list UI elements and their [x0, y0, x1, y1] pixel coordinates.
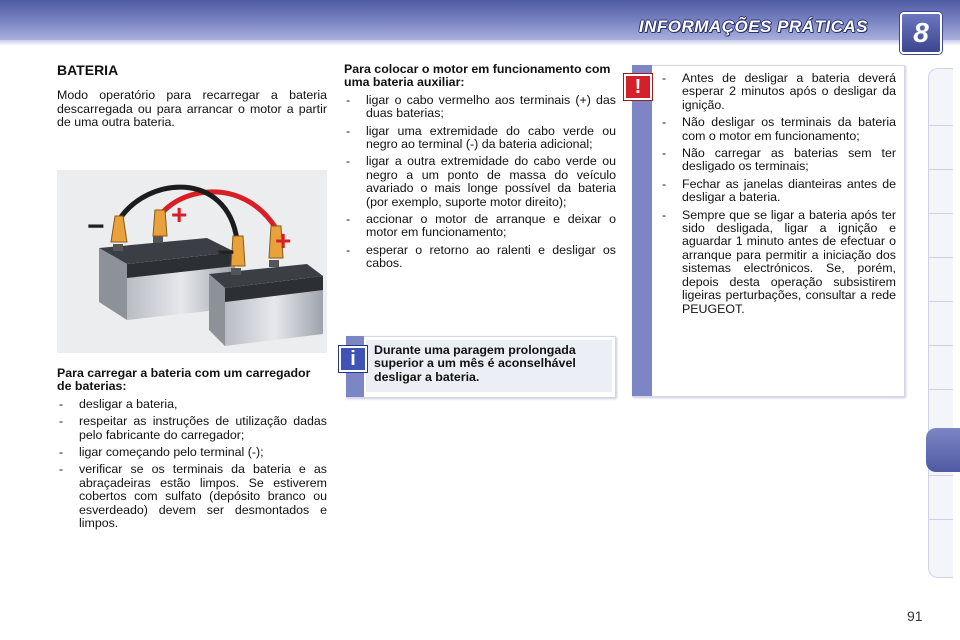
header-fade [0, 40, 960, 46]
battery-illustration-svg [57, 170, 327, 353]
tab-divider [929, 519, 953, 520]
tab-divider [929, 213, 953, 214]
tab-divider [929, 125, 953, 126]
terminal-negative-right [231, 268, 241, 275]
section-intro: Modo operatório para recarregar a bateria descarregada ou para arrancar o motor a partir de uma outra bateria. [57, 88, 327, 130]
list-item: - Não desligar os terminais da bateria com o motor em funcionamento; [662, 115, 896, 143]
terminal-positive-left [153, 236, 163, 243]
warning-list [660, 72, 896, 316]
tab-divider [929, 475, 953, 476]
battery-right [209, 260, 323, 346]
list-item: - Sempre que se ligar a bateria após ter sido desligada, ligar a ignição e aguardar 1 minuto antes de efectuar o arranque para permitir a iniciação dos sistemas electrónicos. Se, porém, depois desta operação subsistirem ligeiras perturbações, consultar a rede PEUGEOT. [662, 207, 896, 316]
list-item: - desligar a bateria, [59, 396, 178, 411]
list-item: - ligar uma extremidade do cabo verde ou negro ao terminal (-) da bateria adicional; [346, 123, 616, 152]
warning-box-bar [632, 65, 652, 396]
tab-divider [929, 257, 953, 258]
list-item: - Antes de desligar a bateria deverá esperar 2 minutos após o desligar da ignição. [662, 71, 896, 112]
aux-heading: Para colocar o motor em funcionamento com uma bateria auxiliar: [344, 62, 611, 90]
warning-icon: ! [624, 74, 652, 100]
aux-battery-instructions [344, 63, 616, 275]
charger-heading: Para carregar a bateria com um carregador de baterias: [57, 366, 311, 394]
charger-step-list [57, 398, 327, 531]
tab-divider [929, 169, 953, 170]
chapter-title: INFORMAÇÕES PRÁTICAS [638, 17, 868, 36]
info-icon: i [339, 346, 367, 372]
battery-section [57, 64, 327, 130]
minus-symbol-left: − [87, 210, 105, 243]
clamp-positive-left [153, 210, 167, 236]
chapter-tab-strip [928, 68, 953, 578]
list-item: - Fechar as janelas dianteiras antes de desligar a bateria. [662, 176, 896, 205]
warning-text [660, 72, 896, 320]
tab-divider [929, 301, 953, 302]
battery-jump-illustration [57, 170, 327, 353]
page-number: 91 [907, 608, 923, 624]
list-item: - Não carregar as baterias sem ter desligado os terminais; [662, 146, 896, 174]
active-chapter-tab[interactable] [926, 428, 960, 472]
minus-symbol-right: − [217, 236, 235, 269]
plus-symbol-left: + [171, 199, 188, 230]
info-text: Durante uma paragem prolongada superior a um mês é aconselhável desligar a bateria. [374, 343, 576, 384]
list-item: - esperar o retorno ao ralenti e desligar os cabos. [346, 242, 616, 271]
list-item: - ligar o cabo vermelho aos terminais (+) das duas baterias; [346, 92, 616, 121]
terminal-negative-left [113, 244, 123, 251]
aux-step-list [344, 94, 616, 271]
list-item: - verificar se os terminais da bateria e as abraçadeiras estão limpos. Se estiverem cobertos com sulfato (depósito branco ou esverdeado) devem ser desmontados e limpos. [59, 462, 327, 531]
clamp-negative-left [111, 216, 127, 242]
list-item: - respeitar as instruções de utilização dadas pelo fabricante do carregador; [59, 414, 327, 442]
charger-instructions [57, 367, 327, 534]
list-item: - ligar começando pelo terminal (-); [59, 445, 264, 460]
plus-symbol-right: + [275, 225, 292, 256]
chapter-number-badge: 8 [900, 12, 942, 54]
list-item: - ligar a outra extremidade do cabo verde ou negro a um ponto de massa do veículo avariado o mais longe possível da bateria (por exemplo, suporte motor direito); [346, 154, 616, 209]
section-title: BATERIA [57, 62, 119, 78]
list-item: - accionar o motor de arranque e deixar o motor em funcionamento; [346, 212, 616, 240]
page-header [0, 0, 960, 52]
tab-divider [929, 389, 953, 390]
tab-divider [929, 345, 953, 346]
terminal-positive-right [269, 260, 279, 267]
